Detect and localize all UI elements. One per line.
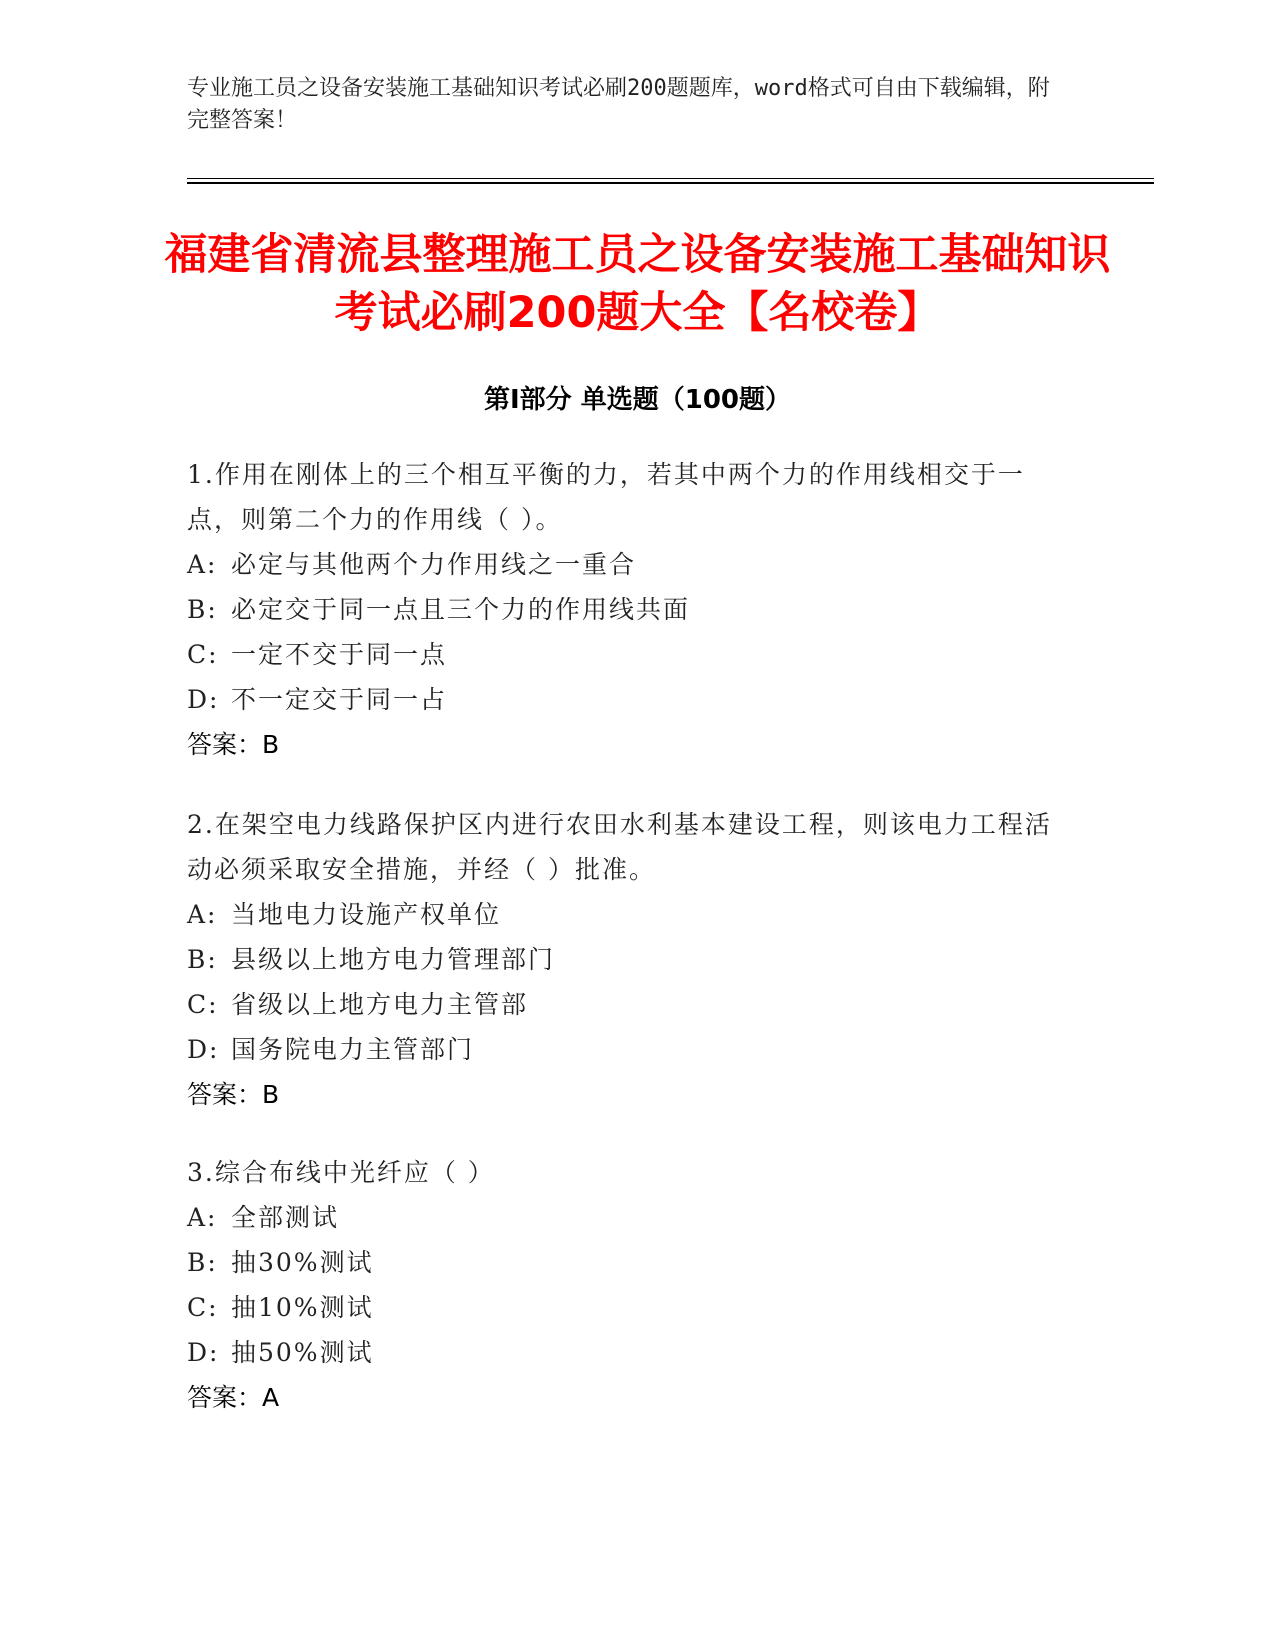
question-stem: 2.在架空电力线路保护区内进行农田水利基本建设工程，则该电力工程活动必须采取安全措施，并经（ ）批准。 [187, 810, 1052, 884]
option-letter: D: [187, 685, 220, 714]
option-letter: A: [187, 550, 218, 579]
answer: 答案：B [187, 730, 280, 759]
option-b [187, 587, 1067, 632]
question-2 [187, 802, 1067, 1117]
question-1 [187, 452, 1067, 767]
option-text: 必定与其他两个力作用线之一重合 [231, 550, 637, 579]
option-a [187, 542, 1067, 587]
option-letter: A: [187, 900, 218, 929]
question-stem: 3.综合布线中光纤应（ ） [187, 1158, 495, 1187]
question-stem: 1.作用在刚体上的三个相互平衡的力，若其中两个力的作用线相交于一点，则第二个力的作用线（ ）。 [187, 460, 1025, 534]
section-heading: 第Ⅰ部分 单选题（100题） [484, 385, 791, 415]
option-text: 国务院电力主管部门 [231, 1035, 475, 1064]
option-c [187, 632, 1067, 677]
answer: 答案：A [187, 1383, 280, 1412]
option-letter: C: [187, 640, 219, 669]
header-divider [187, 178, 1154, 179]
option-text: 一定不交于同一点 [231, 640, 448, 669]
option-text: 当地电力设施产权单位 [231, 900, 502, 929]
option-text: 抽10%测试 [231, 1293, 374, 1322]
option-letter: B: [187, 595, 218, 624]
option-d [187, 1027, 1067, 1072]
option-b [187, 937, 1067, 982]
header-note: 专业施工员之设备安装施工基础知识考试必刷200题题库，word格式可自由下载编辑，附完整答案！ [187, 76, 1050, 133]
option-a [187, 1195, 1067, 1240]
option-text: 抽30%测试 [231, 1248, 374, 1277]
option-letter: C: [187, 1293, 219, 1322]
option-letter: D: [187, 1338, 220, 1367]
option-a [187, 892, 1067, 937]
option-text: 必定交于同一点且三个力的作用线共面 [231, 595, 691, 624]
option-text: 抽50%测试 [231, 1338, 374, 1367]
option-text: 省级以上地方电力主管部 [231, 990, 529, 1019]
option-letter: A: [187, 1203, 218, 1232]
option-letter: B: [187, 945, 218, 974]
question-3 [187, 1150, 1067, 1420]
option-d [187, 1330, 1067, 1375]
answer: 答案：B [187, 1080, 280, 1109]
option-text: 全部测试 [231, 1203, 340, 1232]
document-title: 福建省清流县整理施工员之设备安装施工基础知识考试必刷200题大全【名校卷】 [164, 230, 1111, 338]
option-d [187, 677, 1067, 722]
option-c [187, 982, 1067, 1027]
option-b [187, 1240, 1067, 1285]
option-letter: C: [187, 990, 219, 1019]
option-text: 县级以上地方电力管理部门 [231, 945, 556, 974]
option-c [187, 1285, 1067, 1330]
header-divider-thick [187, 182, 1154, 184]
option-letter: D: [187, 1035, 220, 1064]
option-text: 不一定交于同一占 [231, 685, 448, 714]
option-letter: B: [187, 1248, 218, 1277]
